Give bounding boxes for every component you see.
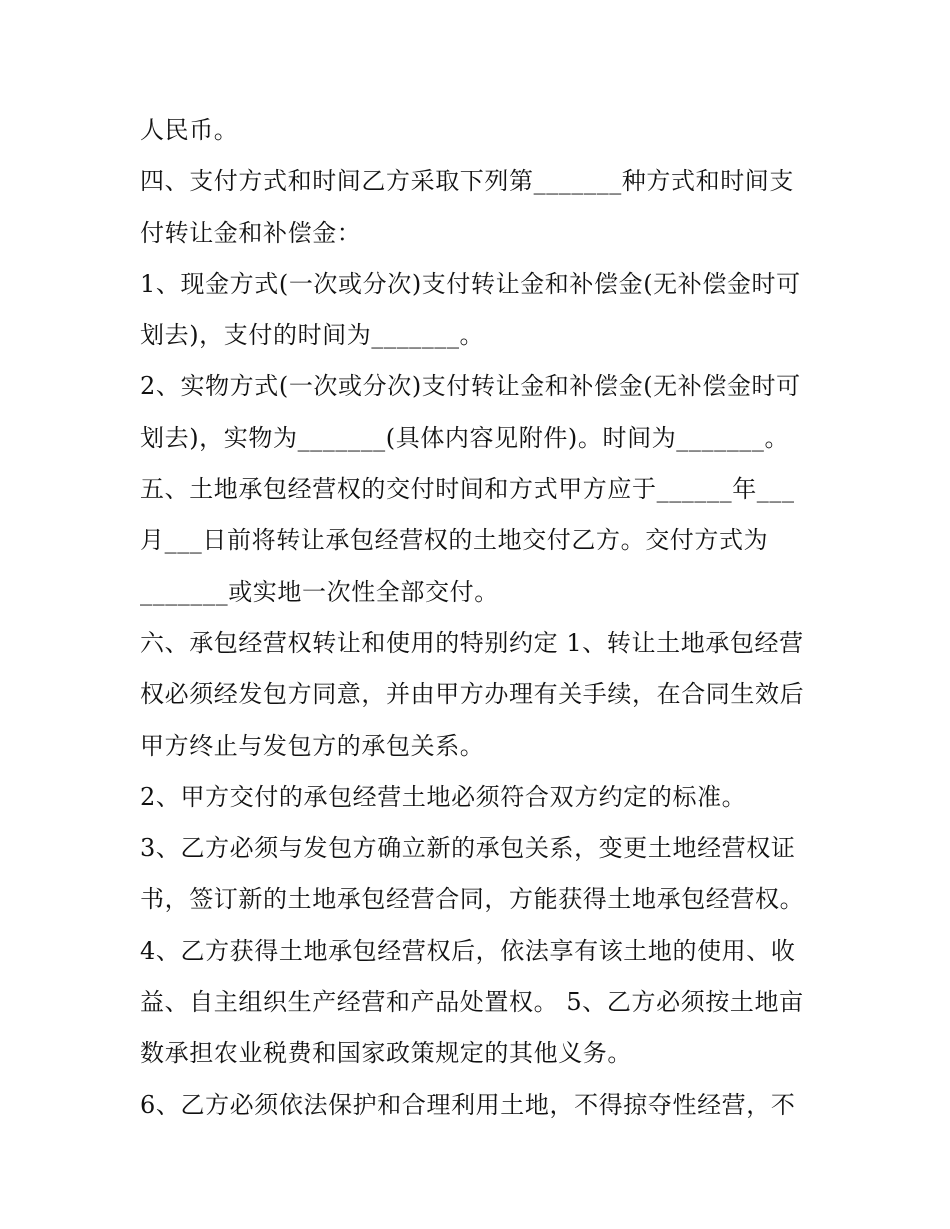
text-line: 4、乙方获得土地承包经营权后，依法享有该土地的使用、收 bbox=[140, 936, 796, 965]
text-line: _______或实地一次性全部交付。 bbox=[140, 577, 499, 606]
text-line: 数承担农业税费和国家政策规定的其他义务。 bbox=[140, 1039, 632, 1068]
text-line: 2、实物方式(一次或分次)支付转让金和补偿金(无补偿金时可 bbox=[140, 372, 801, 401]
text-line: 付转让金和补偿金： bbox=[140, 218, 362, 247]
text-line: 人民币。 bbox=[140, 116, 239, 144]
text-line: 6、乙方必须依法保护和合理利用土地，不得掠夺性经营，不 bbox=[140, 1090, 796, 1119]
text-line: 益、自主组织生产经营和产品处置权。 5、乙方必须按土地亩 bbox=[140, 988, 804, 1017]
text-line: 书，签订新的土地承包经营合同，方能获得土地承包经营权。 bbox=[140, 885, 805, 914]
text-line: 3、乙方必须与发包方确立新的承包关系，变更土地经营权证 bbox=[140, 834, 796, 863]
text-line: 划去)，实物为_______(具体内容见附件)。时间为_______。 bbox=[140, 423, 790, 452]
text-line: 甲方终止与发包方的承包关系。 bbox=[140, 731, 485, 760]
text-line: 六、承包经营权转让和使用的特别约定 1、转让土地承包经营 bbox=[140, 628, 804, 657]
document-body bbox=[140, 108, 820, 1134]
text-line: 四、支付方式和时间乙方采取下列第_______种方式和时间支 bbox=[140, 167, 794, 196]
text-line: 划去)，支付的时间为_______。 bbox=[140, 321, 485, 350]
text-line: 五、土地承包经营权的交付时间和方式甲方应于______年___ bbox=[140, 475, 795, 504]
text-line: 月___日前将转让承包经营权的土地交付乙方。交付方式为 bbox=[140, 526, 769, 555]
text-line: 权必须经发包方同意，并由甲方办理有关手续，在合同生效后 bbox=[140, 680, 805, 709]
text-line: 1、现金方式(一次或分次)支付转让金和补偿金(无补偿金时可 bbox=[140, 269, 801, 298]
text-line: 2、甲方交付的承包经营土地必须符合双方约定的标准。 bbox=[140, 782, 747, 811]
